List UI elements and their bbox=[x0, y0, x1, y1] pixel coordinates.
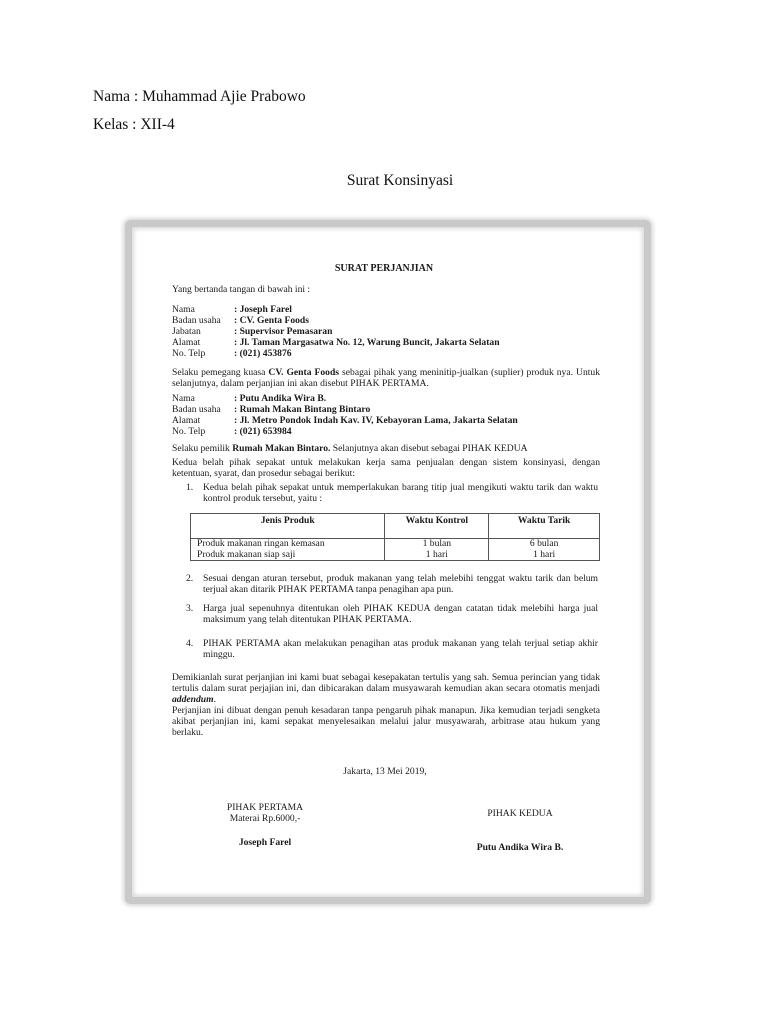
field-value: : (021) 453876 bbox=[234, 348, 292, 359]
field-label: No. Telp bbox=[172, 348, 206, 359]
field-label: Badan usaha bbox=[172, 315, 221, 326]
field-row bbox=[172, 426, 612, 437]
field-row bbox=[172, 337, 612, 348]
table-cell: 1 hari bbox=[385, 550, 489, 561]
clause-number: 4. bbox=[186, 638, 194, 649]
stamp-note: Materai Rp.6000,- bbox=[229, 813, 301, 824]
table-row bbox=[191, 539, 600, 550]
clause-1 bbox=[186, 482, 598, 504]
field-row bbox=[172, 315, 612, 326]
signature-name: Joseph Farel bbox=[238, 837, 292, 848]
pihak-pertama-statement bbox=[172, 367, 600, 389]
clause-text: Sesuai dengan aturan tersebut, produk makanan yang telah melebihi tenggat waktu tarik dan belum terjual akan ditarik PIHAK PERTAMA tanpa penagihan apa pun. bbox=[203, 573, 598, 595]
field-value: : Joseph Farel bbox=[234, 304, 292, 315]
table-header: Waktu Kontrol bbox=[385, 514, 489, 539]
clause-text: Kedua belah pihak sepakat untuk memperlakukan barang titip jual mengikuti waktu tarik dan waktu kontrol produk tersebut, yaitu : bbox=[203, 482, 598, 504]
pihak-kedua-details bbox=[172, 393, 612, 437]
table-header: Jenis Produk bbox=[191, 514, 385, 539]
field-row bbox=[172, 348, 612, 359]
statement-text: Selaku pemegang kuasa bbox=[172, 367, 269, 378]
field-row bbox=[172, 393, 612, 404]
table-cell: Produk makanan siap saji bbox=[191, 550, 385, 561]
clause-number: 1. bbox=[186, 482, 194, 493]
clause-text: Harga jual sepenuhnya ditentukan oleh PIHAK KEDUA dengan catatan tidak melebihi harga jual maksimum yang telah ditentukan PIHAK PERTAMA. bbox=[203, 603, 598, 625]
field-value: : (021) 653984 bbox=[234, 426, 292, 437]
clause-2 bbox=[186, 573, 598, 595]
signature-role: PIHAK KEDUA bbox=[487, 808, 553, 819]
student-class: Kelas : XII-4 bbox=[93, 116, 175, 133]
table-cell: 1 hari bbox=[489, 550, 600, 561]
signature-left bbox=[200, 802, 330, 848]
closing-paragraph-1 bbox=[172, 672, 600, 705]
statement-text: Selanjutnya akan disebut sebagai PIHAK KEDUA bbox=[330, 443, 528, 454]
field-value: : Supervisor Pemasaran bbox=[234, 326, 333, 337]
field-row bbox=[172, 304, 612, 315]
page-title bbox=[0, 172, 768, 190]
page-title-text: Surat Konsinyasi bbox=[346, 172, 454, 189]
agreement-intro: Kedua belah pihak sepakat untuk melakukan kerja sama penjualan dengan sistem konsinyasi, dengan ketentuan, syarat, dan prosedur sebagai berikut: bbox=[172, 457, 600, 479]
clause-3 bbox=[186, 603, 598, 625]
field-value: : Putu Andika Wira B. bbox=[234, 393, 327, 404]
student-name: Nama : Muhammad Ajie Prabowo bbox=[93, 88, 306, 105]
table-cell: Produk makanan ringan kemasan bbox=[191, 539, 385, 550]
pihak-pertama-details bbox=[172, 304, 612, 359]
field-label: Alamat bbox=[172, 337, 201, 348]
table-header: Waktu Tarik bbox=[489, 514, 600, 539]
place-date: Jakarta, 13 Mei 2019, bbox=[343, 766, 427, 777]
field-row bbox=[172, 404, 612, 415]
clause-number: 3. bbox=[186, 603, 194, 614]
clause-text: PIHAK PERTAMA akan melakukan penagihan atas produk makanan yang telah terjual setiap akhir minggu. bbox=[203, 638, 598, 660]
closing-text: . bbox=[213, 694, 216, 705]
company-name: Rumah Makan Bintaro. bbox=[232, 443, 331, 454]
statement-text: Selaku pemilik bbox=[172, 443, 233, 454]
table-row bbox=[191, 550, 600, 561]
company-name: CV. Genta Foods bbox=[268, 367, 340, 378]
field-label: Nama bbox=[172, 304, 195, 315]
pihak-kedua-statement bbox=[172, 443, 612, 454]
signature-name: Putu Andika Wira B. bbox=[476, 842, 564, 853]
field-label: Badan usaha bbox=[172, 404, 221, 415]
field-value: : Rumah Makan Bintang Bintaro bbox=[234, 404, 371, 415]
statement-text: sebagai pihak yang meninitip-jualkan (suplier) produk nya. Untuk selanjutnya, dalam perjanjian ini akan disebut PIHAK PERTAMA. bbox=[172, 367, 600, 389]
addendum-term: addendum bbox=[172, 694, 214, 705]
field-label: No. Telp bbox=[172, 426, 206, 437]
letter-intro: Yang bertanda tangan di bawah ini : bbox=[172, 284, 311, 295]
letter-title: SURAT PERJANJIAN bbox=[334, 263, 434, 274]
closing-text: Demikianlah surat perjanjian ini kami buat sebagai kesepakatan tertulis yang sah. Semua perincian yang tidak tertulis dalam surat perjajian ini, dan dibicarakan dalam musyawarah kemudian akan secara otomatis menjadi bbox=[172, 672, 600, 694]
table-cell: 1 bulan bbox=[385, 539, 489, 550]
field-value: : CV. Genta Foods bbox=[234, 315, 309, 326]
signature-right bbox=[455, 808, 585, 853]
product-table bbox=[190, 513, 600, 561]
signature-role: PIHAK PERTAMA bbox=[226, 802, 304, 813]
clause-number: 2. bbox=[186, 573, 194, 584]
field-label: Jabatan bbox=[172, 326, 201, 337]
field-label: Nama bbox=[172, 393, 195, 404]
field-label: Alamat bbox=[172, 415, 201, 426]
field-row bbox=[172, 326, 612, 337]
field-row bbox=[172, 415, 612, 426]
field-value: : Jl. Metro Pondok Indah Kav. IV, Kebayoran Lama, Jakarta Selatan bbox=[234, 415, 518, 426]
field-value: : Jl. Taman Margasatwa No. 12, Warung Buncit, Jakarta Selatan bbox=[234, 337, 500, 348]
clause-4 bbox=[186, 638, 598, 660]
closing-paragraph-2: Perjanjian ini dibuat dengan penuh kesadaran tanpa pengaruh pihak manapun. Jika kemudian terjadi sengketa akibat perjanjian ini, kami sepakat menyelesaikan melalui jalur musyawarah, arbitrase atau hukum yang berlaku. bbox=[172, 705, 600, 738]
table-header-row bbox=[191, 514, 600, 539]
table-cell: 6 bulan bbox=[489, 539, 600, 550]
